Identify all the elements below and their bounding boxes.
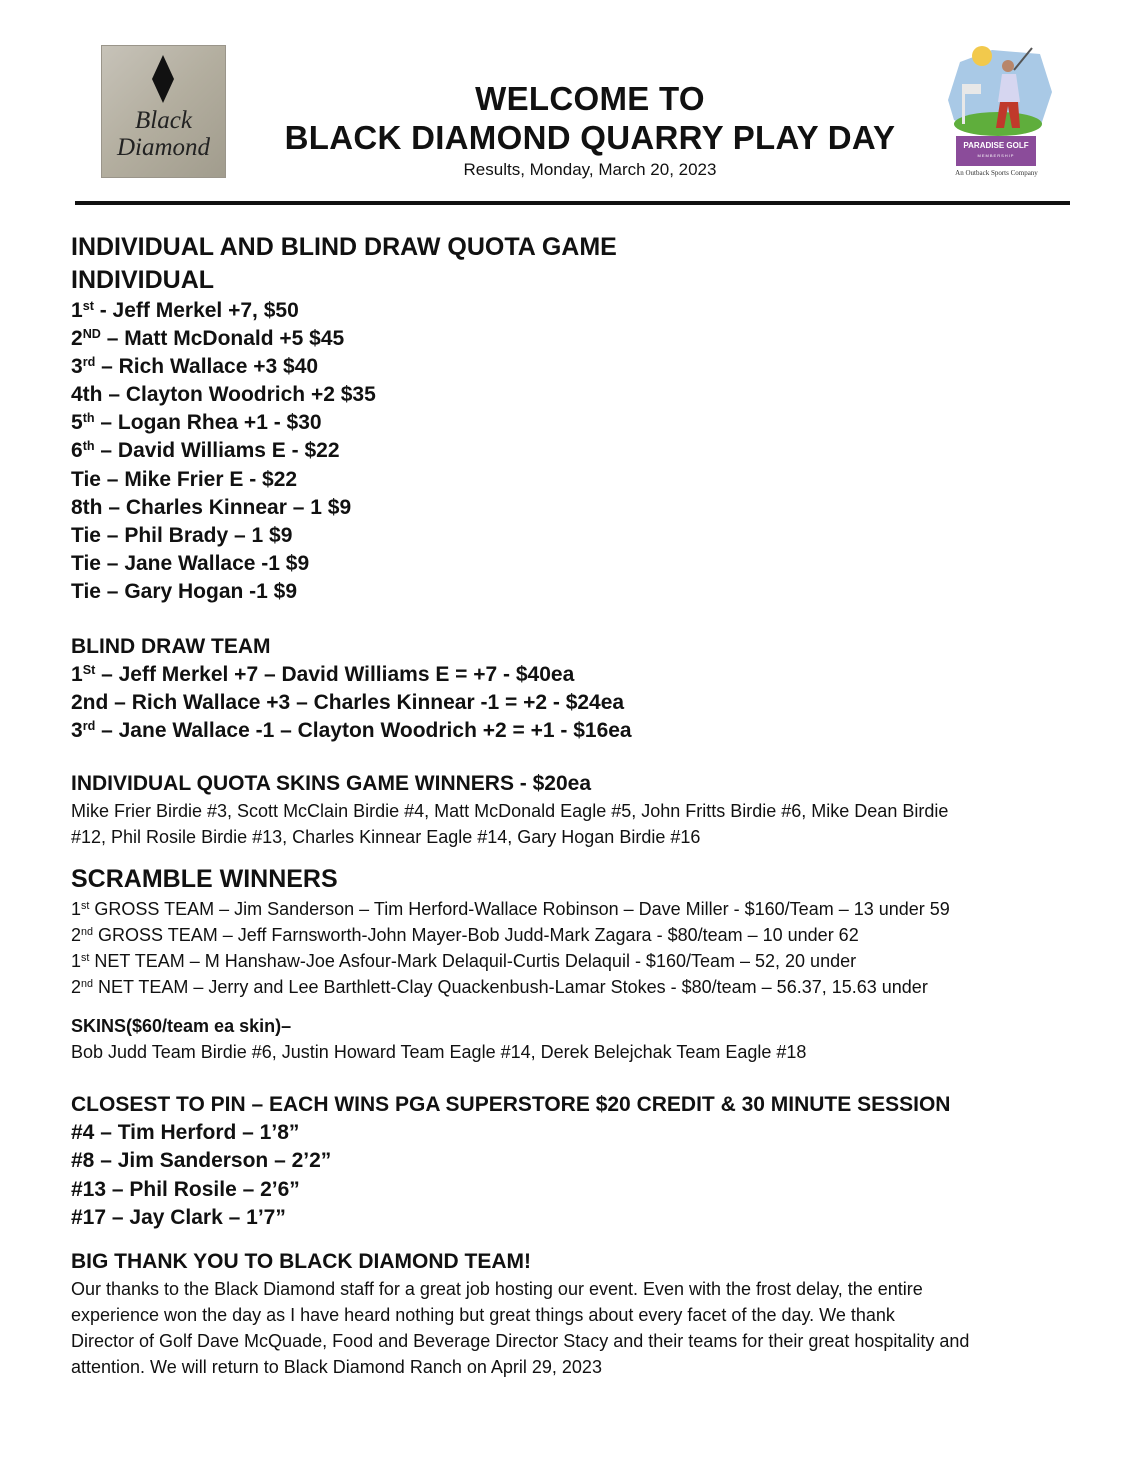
page-subtitle: Results, Monday, March 20, 2023 [463, 160, 717, 179]
individual-result: 1st - Jeff Merkel +7, $50 [71, 299, 299, 322]
quota-skins-line-2: #12, Phil Rosile Birdie #13, Charles Kinnear Eagle #14, Gary Hogan Birdie #16 [71, 827, 701, 848]
scramble-result: 1st GROSS TEAM – Jim Sanderson – Tim Herford-Wallace Robinson – Dave Miller - $160/Team – 13 under 59 [71, 899, 950, 920]
thanks-line: attention. We will return to Black Diamond Ranch on April 29, 2023 [71, 1356, 602, 1377]
thanks-line: Our thanks to the Black Diamond staff for a great job hosting our event. Even with the frost delay, the entire [71, 1278, 923, 1299]
blind-draw-result: 3rd – Jane Wallace -1 – Clayton Woodrich +2 = +1 - $16ea [71, 719, 632, 743]
individual-result: 4th – Clayton Woodrich +2 $35 [71, 383, 376, 407]
quota-skins-heading: INDIVIDUAL QUOTA SKINS GAME WINNERS - $20ea [71, 772, 592, 796]
thanks-heading: BIG THANK YOU TO BLACK DIAMOND TEAM! [71, 1249, 532, 1273]
paradise-golf-badge [956, 136, 1036, 166]
blind-draw-results [71, 661, 1081, 745]
scramble-heading: SCRAMBLE WINNERS [71, 865, 338, 894]
individual-result: 3rd – Rich Wallace +3 $40 [71, 355, 319, 379]
thanks-line: Director of Golf Dave McQuade, Food and Beverage Director Stacy and their teams for their great hospitality and [71, 1330, 970, 1351]
header-divider [75, 201, 1070, 205]
thanks-line: experience won the day as I have heard nothing but great things about every facet of the day. We thank [71, 1304, 895, 1325]
paradise-golf-logo [940, 40, 1060, 185]
closest-pin-result: #4 – Tim Herford – 1’8” [71, 1121, 300, 1145]
brand-sub: MEMBERSHIP [977, 153, 1015, 158]
brand-tagline: An Outback Sports Company [955, 169, 1038, 177]
brand-name: PARADISE GOLF [963, 141, 1029, 150]
individual-result: Tie – Jane Wallace -1 $9 [71, 551, 310, 575]
closest-pin-heading: CLOSEST TO PIN – EACH WINS PGA SUPERSTORE $20 CREDIT & 30 MINUTE SESSION [71, 1093, 951, 1117]
individual-result: Tie – Phil Brady – 1 $9 [71, 523, 293, 547]
individual-result: Tie – Mike Frier E - $22 [71, 467, 298, 491]
team-skins-text: Bob Judd Team Birdie #6, Justin Howard Team Eagle #14, Derek Belejchak Team Eagle #18 [71, 1042, 807, 1063]
golfer-icon [940, 40, 1060, 140]
scramble-result: 2nd GROSS TEAM – Jeff Farnsworth-John Mayer-Bob Judd-Mark Zagara - $80/team – 10 under 62 [71, 925, 859, 946]
scramble-results [71, 896, 1081, 1000]
logo-line-2: Diamond [116, 134, 211, 161]
individual-result: 2ND – Matt McDonald +5 $45 [71, 327, 345, 351]
scramble-result: 1st NET TEAM – M Hanshaw-Joe Asfour-Mark Delaquil-Curtis Delaquil - $160/Team – 52, 20 under [71, 951, 857, 972]
individual-result: 8th – Charles Kinnear – 1 $9 [71, 495, 352, 519]
closest-pin-results [71, 1119, 1081, 1231]
closest-pin-result: #8 – Jim Sanderson – 2’2” [71, 1149, 332, 1173]
page-title-line-1: WELCOME TO [475, 80, 705, 117]
logo-line-1: Black [135, 107, 192, 134]
team-skins-heading: SKINS($60/team ea skin)– [71, 1016, 292, 1037]
results-content [71, 231, 1081, 1380]
blind-draw-result: 1St – Jeff Merkel +7 – David Williams E = +7 - $40ea [71, 663, 575, 687]
quota-skins-line-1: Mike Frier Birdie #3, Scott McClain Birdie #4, Matt McDonald Eagle #5, John Fritts Birdie #6, Mike Dean Birdie [71, 801, 949, 822]
page-title-line-2: BLACK DIAMOND QUARRY PLAY DAY [284, 119, 896, 156]
individual-result: Tie – Gary Hogan -1 $9 [71, 579, 298, 603]
black-diamond-logo [101, 45, 226, 178]
closest-pin-result: #17 – Jay Clark – 1’7” [71, 1205, 286, 1229]
quota-heading: INDIVIDUAL AND BLIND DRAW QUOTA GAME [71, 233, 617, 261]
individual-subheading: INDIVIDUAL [71, 266, 215, 294]
page-header [260, 80, 920, 181]
blind-draw-result: 2nd – Rich Wallace +3 – Charles Kinnear -1 = +2 - $24ea [71, 691, 625, 715]
individual-result: 5th – Logan Rhea +1 - $30 [71, 411, 322, 435]
blind-draw-heading: BLIND DRAW TEAM [71, 635, 271, 659]
scramble-result: 2nd NET TEAM – Jerry and Lee Barthlett-Clay Quackenbush-Lamar Stokes - $80/team – 56.37, 15.63 under [71, 977, 928, 998]
individual-result: 6th – David Williams E - $22 [71, 439, 340, 463]
closest-pin-result: #13 – Phil Rosile – 2’6” [71, 1177, 300, 1201]
individual-results [71, 297, 1081, 606]
thanks-body [71, 1276, 1081, 1380]
logo-wordmark [101, 107, 226, 161]
